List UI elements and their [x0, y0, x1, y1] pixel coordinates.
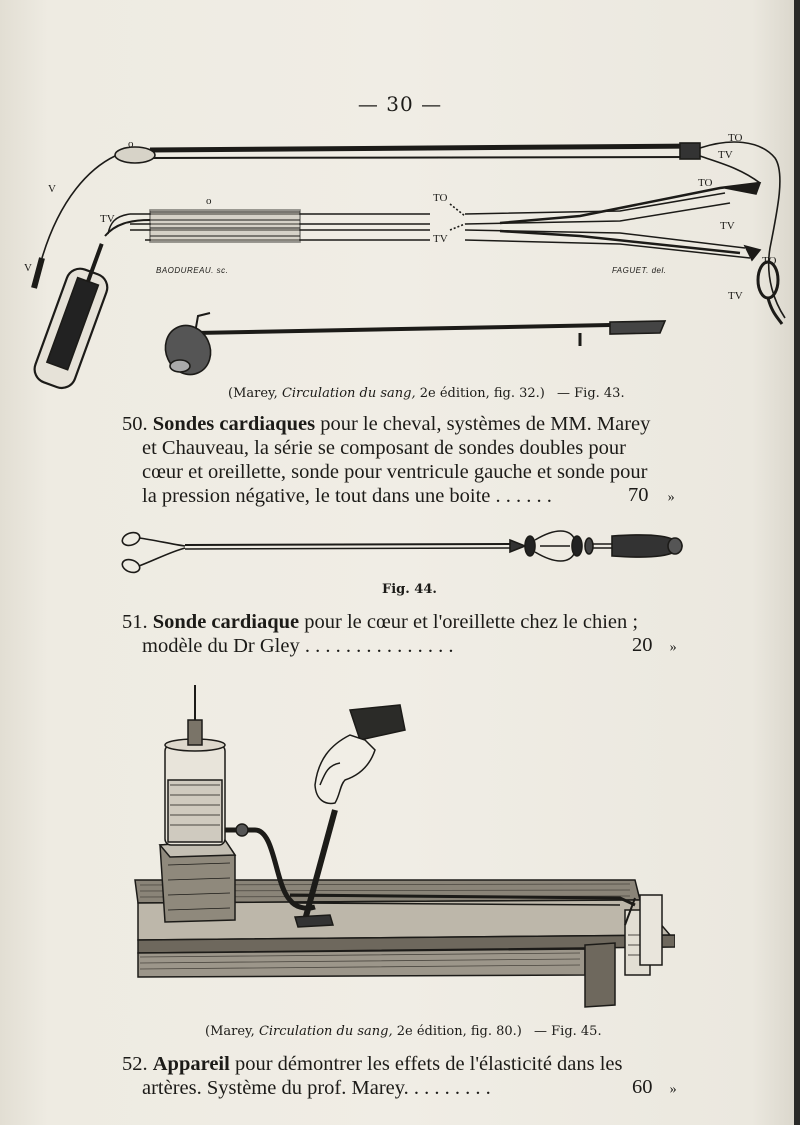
currency-mark: »: [667, 490, 675, 505]
page-number: — 30 —: [357, 92, 443, 116]
caption-italic: Circulation du sang,: [281, 386, 416, 401]
figure-45-illustration: [130, 685, 675, 1020]
caption-text: 2e édition, fig. 32.): [415, 386, 545, 401]
item-text: la pression négative, le tout dans une boite . . . . . .: [142, 485, 552, 507]
label-v-bulb: V: [24, 262, 32, 274]
figure-label: — Fig. 45.: [534, 1024, 602, 1039]
item-51-price: [632, 634, 677, 657]
item-number: 51.: [122, 611, 148, 633]
item-text: pour démontrer les effets de l'élasticité dans les: [229, 1053, 623, 1075]
item-number: 50.: [122, 413, 148, 435]
label-o-mid: o: [206, 195, 212, 207]
label-tv-coil: TV: [728, 290, 743, 302]
caption-text: (Marey,: [228, 386, 282, 401]
item-text: pour le cheval, systèmes de MM. Marey: [315, 413, 651, 435]
item-52-price: [632, 1076, 677, 1099]
caption-text: (Marey,: [205, 1024, 259, 1039]
item-title: Appareil: [152, 1053, 230, 1075]
price-value: 70: [628, 484, 649, 506]
price-value: 60: [632, 1076, 653, 1098]
item-text: et Chauveau, la série se composant de sondes doubles pour: [142, 437, 626, 459]
figure-43-caption: [228, 386, 625, 401]
item-text: pour le cœur et l'oreillette chez le chien ;: [299, 611, 639, 633]
label-v-left: V: [48, 183, 56, 195]
item-50-paragraph: [122, 412, 682, 508]
item-text: cœur et oreillette, sonde pour ventricule gauche et sonde pour: [142, 461, 648, 483]
figure-label: — Fig. 43.: [557, 386, 625, 401]
item-title: Sonde cardiaque: [152, 611, 300, 633]
figure-45-caption: [205, 1024, 602, 1039]
label-o-top: o: [128, 138, 134, 150]
label-to-right: TO: [698, 177, 713, 189]
item-text: modèle du Dr Gley . . . . . . . . . . . . . . .: [142, 635, 454, 657]
item-number: 52.: [122, 1053, 148, 1075]
figure-44-illustration: [115, 528, 690, 578]
price-value: 20: [632, 634, 653, 656]
label-tv-mid: TV: [433, 233, 448, 245]
item-title: Sondes cardiaques: [152, 413, 316, 435]
page-edge: [794, 0, 800, 1125]
figure-43-illustration: [20, 128, 790, 390]
engraver-right: FAGUET. del.: [612, 266, 667, 275]
caption-italic: Circulation du sang,: [258, 1024, 393, 1039]
label-tv-left: TV: [100, 213, 115, 225]
currency-mark: »: [669, 640, 677, 655]
label-tv-top-right: TV: [718, 149, 733, 161]
label-to-coil: TO: [762, 255, 777, 267]
currency-mark: »: [669, 1082, 677, 1097]
label-to-top-right: TO: [728, 132, 743, 144]
figure-44-caption: Fig. 44.: [382, 582, 437, 597]
item-50-price: [628, 484, 675, 507]
caption-text: 2e édition, fig. 80.): [392, 1024, 522, 1039]
item-51-paragraph: [122, 610, 682, 658]
engraver-left: BAODUREAU. sc.: [156, 266, 229, 275]
label-to-mid: TO: [433, 192, 448, 204]
item-52-paragraph: [122, 1052, 682, 1100]
item-text: artères. Système du prof. Marey. . . . . . . . .: [142, 1077, 491, 1099]
label-tv-right: TV: [720, 220, 735, 232]
